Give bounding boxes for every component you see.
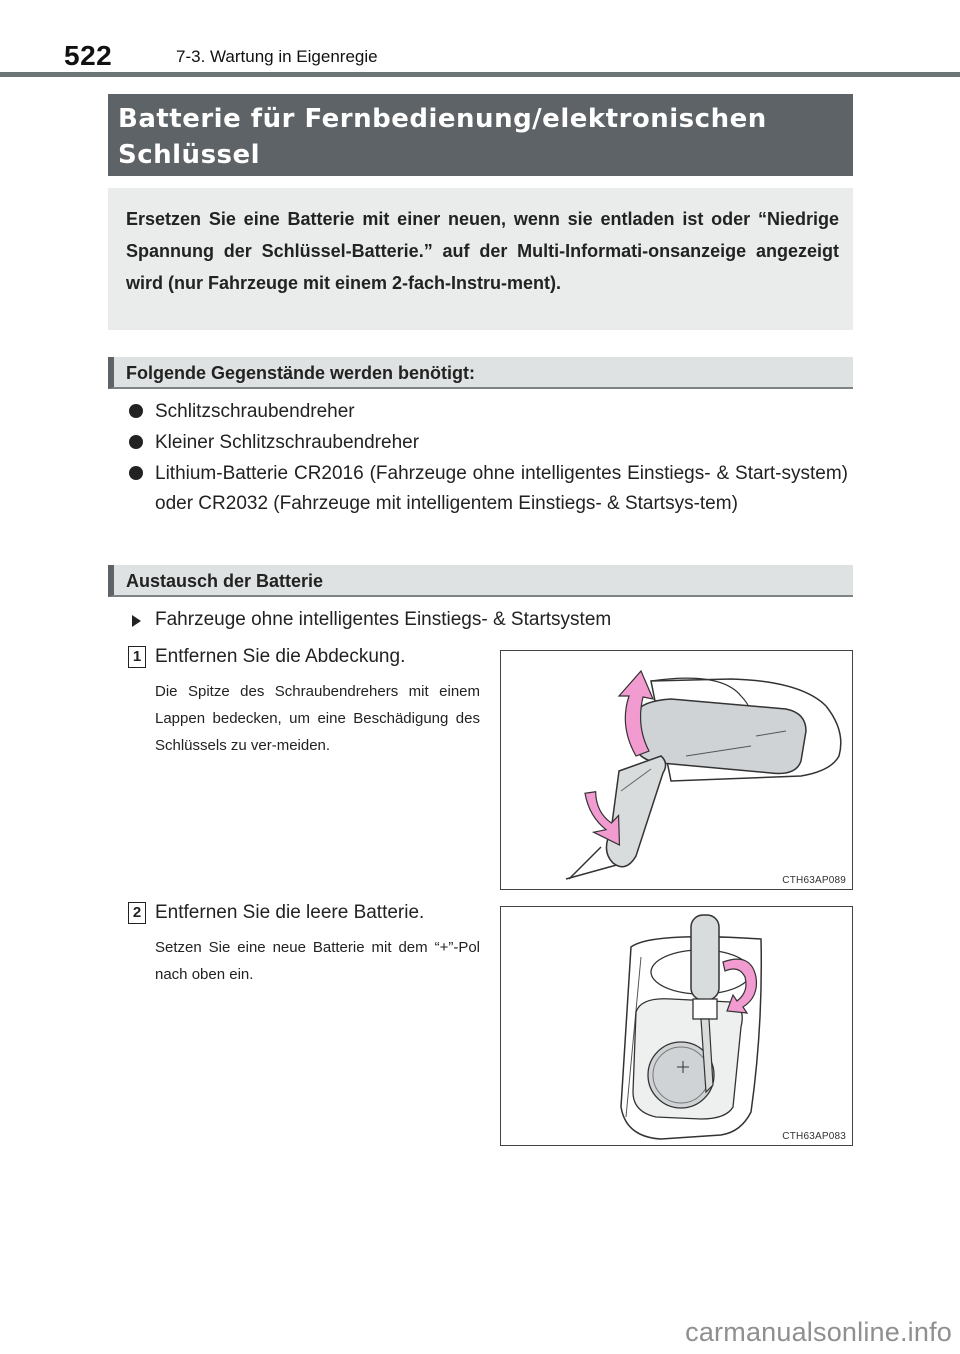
battery-removal-illustration: [501, 907, 853, 1146]
section-title-line2: Schlüssel: [118, 140, 261, 170]
key-cover-illustration: [501, 651, 853, 890]
bullet-icon: [129, 435, 143, 449]
list-item-text: Lithium-Batterie CR2016 (Fahrzeuge ohne intelligentes Einstiegs- & Start-system) oder CR2032 (Fahrzeuge mit intelligentem Einstiegs- & Startsys-tem): [155, 463, 848, 514]
step-2-title: Entfernen Sie die leere Batterie.: [155, 902, 425, 923]
list-item-text: Kleiner Schlitzschraubendreher: [155, 432, 420, 453]
watermark: carmanualsonline.info: [685, 1317, 952, 1347]
bullet-icon: [129, 404, 143, 418]
step-1-note: Die Spitze des Schraubendrehers mit einem Lappen bedecken, um eine Beschädigung des Schlüssels zu ver-meiden.: [155, 683, 480, 754]
step-number-1: 1: [128, 646, 146, 668]
bullet-icon: [129, 466, 143, 480]
step-number-2: 2: [128, 902, 146, 924]
items-needed-header: Folgende Gegenstände werden benötigt:: [108, 357, 853, 389]
chapter-title: 7-3. Wartung in Eigenregie: [176, 47, 378, 66]
vehicle-subheading: [128, 606, 611, 634]
step-1-title: Entfernen Sie die Abdeckung.: [155, 646, 406, 667]
section-title: [108, 94, 853, 176]
step-2-note: Setzen Sie eine neue Batterie mit dem “+”-Pol nach oben ein.: [155, 939, 480, 983]
triangle-right-icon: [132, 615, 141, 627]
page-number: 522: [64, 40, 113, 71]
figure-label: CTH63AP083: [782, 1131, 846, 1142]
figure-remove-cover: [500, 650, 853, 890]
list-item-text: Schlitzschraubendreher: [155, 401, 355, 422]
list-item: [128, 397, 848, 427]
list-item: [128, 459, 848, 519]
header-rule: [0, 72, 960, 77]
figure-label: CTH63AP089: [782, 875, 846, 886]
subheading-text: Fahrzeuge ohne intelligentes Einstiegs- & Startsystem: [155, 609, 612, 630]
list-item: [128, 428, 848, 458]
section-title-line1: Batterie für Fernbedienung/elektronischen: [118, 104, 767, 134]
figure-remove-battery: [500, 906, 853, 1146]
intro-box: Ersetzen Sie eine Batterie mit einer neuen, wenn sie entladen ist oder “Niedrige Spannung der Schlüssel-Batterie.” auf der Multi-Informati-onsanzeige angezeigt wird (nur Fahrzeuge mit einem 2-fach-Instru-ment).: [108, 188, 853, 330]
replacement-header: Austausch der Batterie: [108, 565, 853, 597]
